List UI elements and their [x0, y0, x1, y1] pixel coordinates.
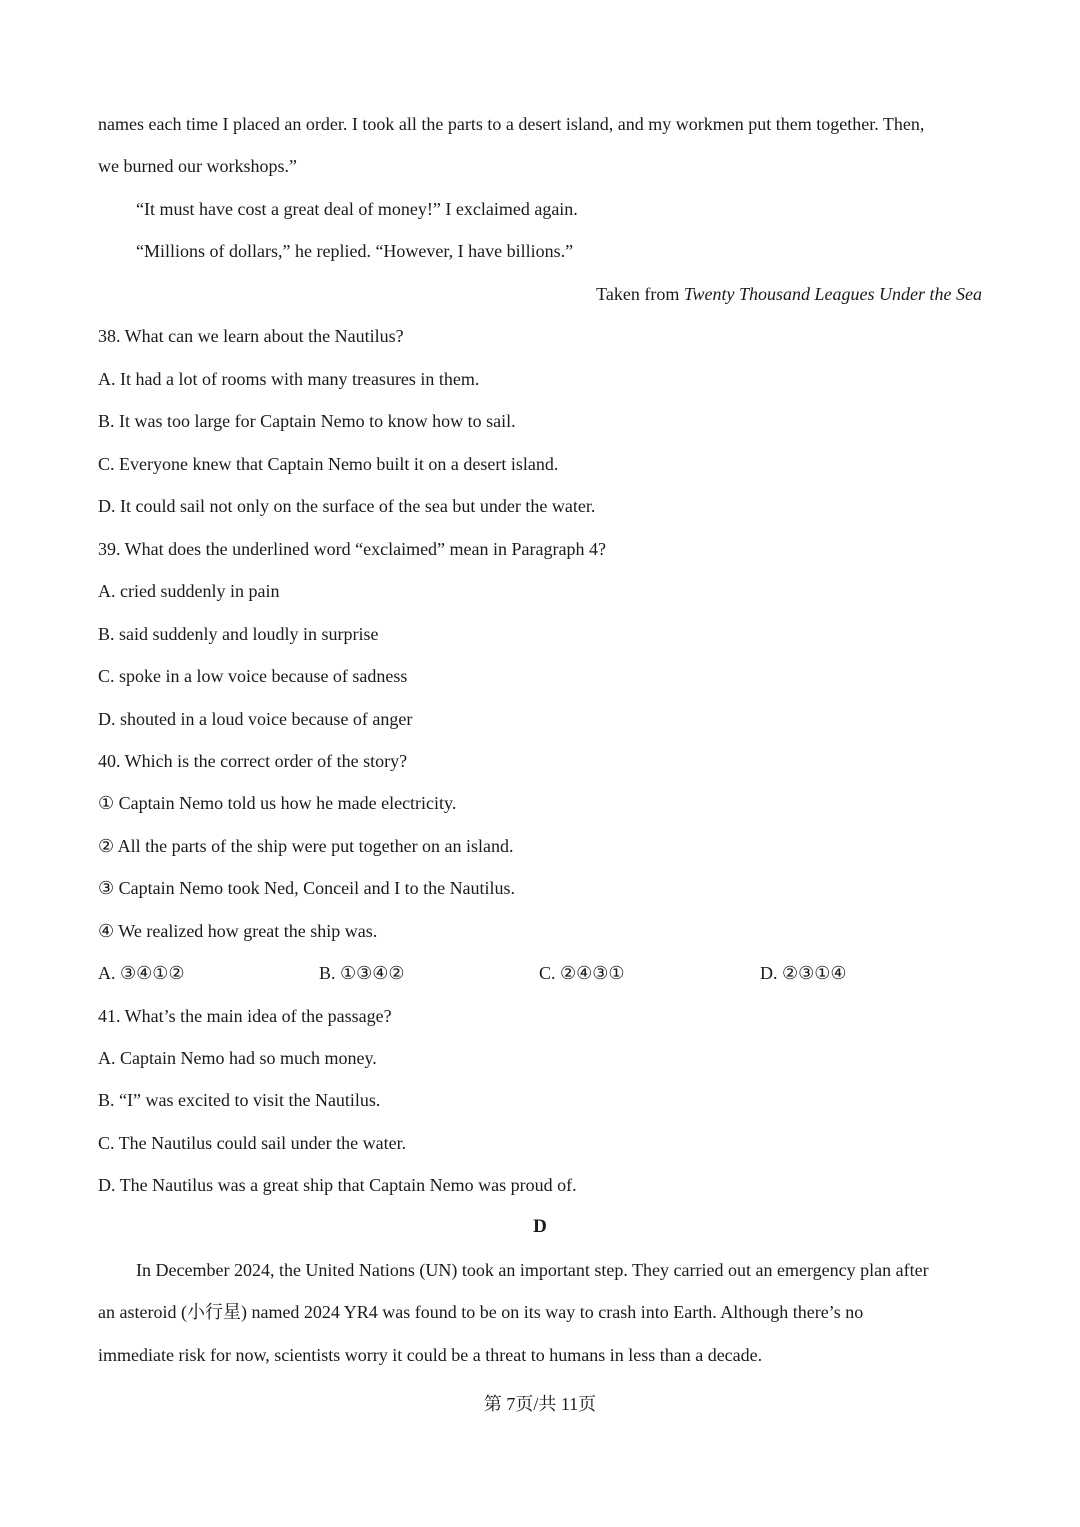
option-b: B. “I” was excited to visit the Nautilus.: [98, 1090, 381, 1110]
option-c: C. Everyone knew that Captain Nemo built it on a desert island.: [98, 454, 559, 474]
option-a: A. cried suddenly in pain: [98, 581, 280, 601]
source-citation: [596, 282, 982, 306]
options-row: [98, 961, 978, 985]
option-d: D. shouted in a loud voice because of anger: [98, 709, 413, 729]
passage-paragraph: “It must have cost a great deal of money!” I exclaimed again.: [136, 199, 578, 219]
event-3: ③ Captain Nemo took Ned, Conceil and I to the Nautilus.: [98, 878, 516, 898]
passage-line: In December 2024, the United Nations (UN) took an important step. They carried out an emergency plan after: [136, 1260, 929, 1280]
event-2: ② All the parts of the ship were put together on an island.: [98, 836, 514, 856]
option-b: B. It was too large for Captain Nemo to know how to sail.: [98, 411, 516, 431]
source-prefix: Taken from: [596, 284, 684, 304]
option-a: A. ③④①②: [98, 963, 185, 983]
option-a: A. It had a lot of rooms with many treasures in them.: [98, 369, 480, 389]
passage-paragraph: “Millions of dollars,” he replied. “However, I have billions.”: [136, 241, 574, 261]
option-d: D. ②③①④: [760, 963, 847, 983]
passage-line: immediate risk for now, scientists worry it could be a threat to humans in less than a decade.: [98, 1345, 763, 1365]
option-c: C. The Nautilus could sail under the water.: [98, 1133, 407, 1153]
question-stem: 39. What does the underlined word “exclaimed” mean in Paragraph 4?: [98, 539, 606, 559]
passage-line: names each time I placed an order. I took all the parts to a desert island, and my workmen put them together. Then,: [98, 114, 925, 134]
option-d: D. The Nautilus was a great ship that Captain Nemo was proud of.: [98, 1175, 577, 1195]
option-c: C. ②④③①: [539, 963, 625, 983]
source-title: Twenty Thousand Leagues Under the Sea: [683, 284, 982, 304]
section-heading: D: [533, 1216, 547, 1237]
option-a: A. Captain Nemo had so much money.: [98, 1048, 377, 1068]
question-stem: 41. What’s the main idea of the passage?: [98, 1006, 392, 1026]
option-d: D. It could sail not only on the surface of the sea but under the water.: [98, 496, 596, 516]
page-indicator: 第 7页/共 11页: [483, 1394, 597, 1414]
question-stem: 38. What can we learn about the Nautilus?: [98, 326, 404, 346]
question-stem: 40. Which is the correct order of the story?: [98, 751, 408, 771]
option-b: B. ①③④②: [319, 963, 405, 983]
option-c: C. spoke in a low voice because of sadness: [98, 666, 408, 686]
passage-line: we burned our workshops.”: [98, 156, 297, 176]
option-b: B. said suddenly and loudly in surprise: [98, 624, 379, 644]
passage-line: an asteroid (小行星) named 2024 YR4 was found to be on its way to crash into Earth. Although there’s no: [98, 1302, 864, 1322]
event-1: ① Captain Nemo told us how he made electricity.: [98, 793, 457, 813]
event-4: ④ We realized how great the ship was.: [98, 921, 378, 941]
